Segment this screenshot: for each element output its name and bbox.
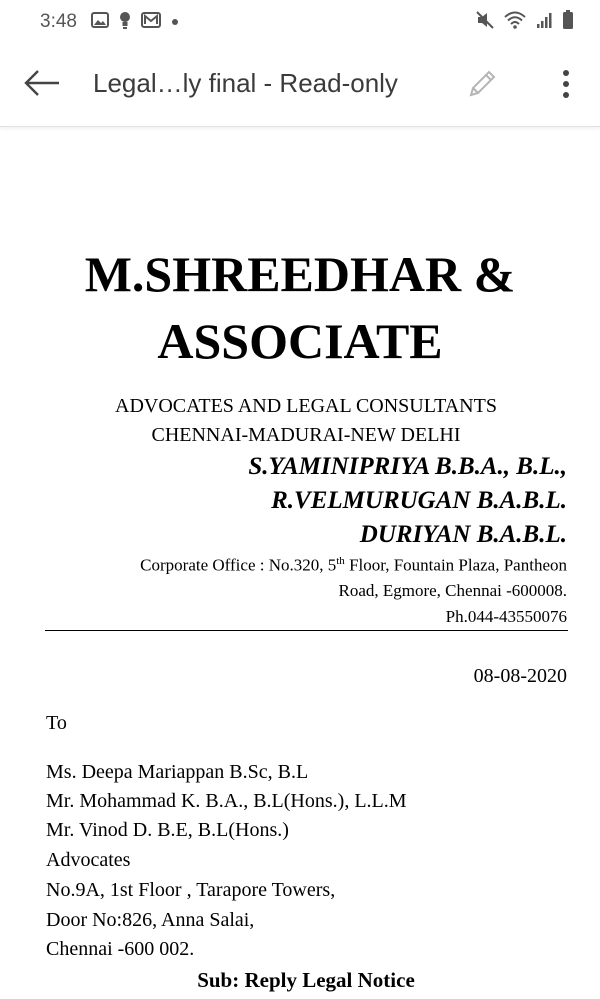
office-phone: Ph.044-43550076 xyxy=(445,607,567,626)
battery-icon xyxy=(562,10,574,35)
addressee-line: Ms. Deepa Mariappan B.Sc, B.L xyxy=(46,761,309,783)
image-icon xyxy=(91,12,109,33)
notification-icons xyxy=(91,11,179,34)
addressee-line: Advocates xyxy=(46,849,131,871)
addressee-line: Mr. Vinod D. B.E, B.L(Hons.) xyxy=(46,819,289,841)
document-title: Legal…ly final - Read-only xyxy=(93,68,398,98)
more-options-button[interactable] xyxy=(552,66,580,106)
mail-icon xyxy=(141,12,161,33)
to-label: To xyxy=(46,712,67,734)
tagline-cities: CHENNAI-MADURAI-NEW DELHI xyxy=(151,424,461,446)
addressee-line: Door No:826, Anna Salai, xyxy=(46,909,255,931)
signal-icon xyxy=(536,11,552,34)
addressee-line: Chennai -600 002. xyxy=(46,938,195,960)
status-time: 3:48 xyxy=(40,11,77,32)
back-button[interactable] xyxy=(22,68,62,102)
addressee-line: No.9A, 1st Floor , Tarapore Towers, xyxy=(46,879,336,901)
partner-name: DURIYAN B.A.B.L. xyxy=(359,521,567,548)
status-bar xyxy=(0,0,600,44)
office-address-line1: Corporate Office : No.320, 5th Floor, Fountain Plaza, Pantheon xyxy=(140,555,567,575)
system-icons xyxy=(476,10,574,35)
letter-subject: Sub: Reply Legal Notice xyxy=(197,968,415,992)
addressee-line: Mr. Mohammad K. B.A., B.L(Hons.), L.L.M xyxy=(46,790,407,812)
pencil-icon xyxy=(465,67,499,106)
tagline-services: ADVOCATES AND LEGAL CONSULTANTS xyxy=(115,395,497,417)
firm-name xyxy=(0,241,600,375)
firm-name-line2: ASSOCIATE xyxy=(157,313,443,369)
wifi-icon xyxy=(504,11,526,34)
bulb-icon xyxy=(119,11,131,34)
partner-name: R.VELMURUGAN B.A.B.L. xyxy=(271,487,567,514)
office-address-line2: Road, Egmore, Chennai -600008. xyxy=(338,581,567,600)
header-divider xyxy=(45,630,568,631)
back-arrow-icon xyxy=(24,69,60,102)
firm-name-line1: M.SHREEDHAR & xyxy=(84,246,516,302)
app-bar xyxy=(0,44,600,127)
partner-name: S.YAMINIPRIYA B.B.A., B.L., xyxy=(248,453,567,480)
document-page[interactable] xyxy=(0,127,600,999)
more-vertical-icon xyxy=(562,69,570,104)
dot-icon xyxy=(171,13,179,31)
letter-date: 08-08-2020 xyxy=(473,665,567,687)
mute-icon xyxy=(476,11,494,34)
edit-button[interactable] xyxy=(462,66,502,106)
